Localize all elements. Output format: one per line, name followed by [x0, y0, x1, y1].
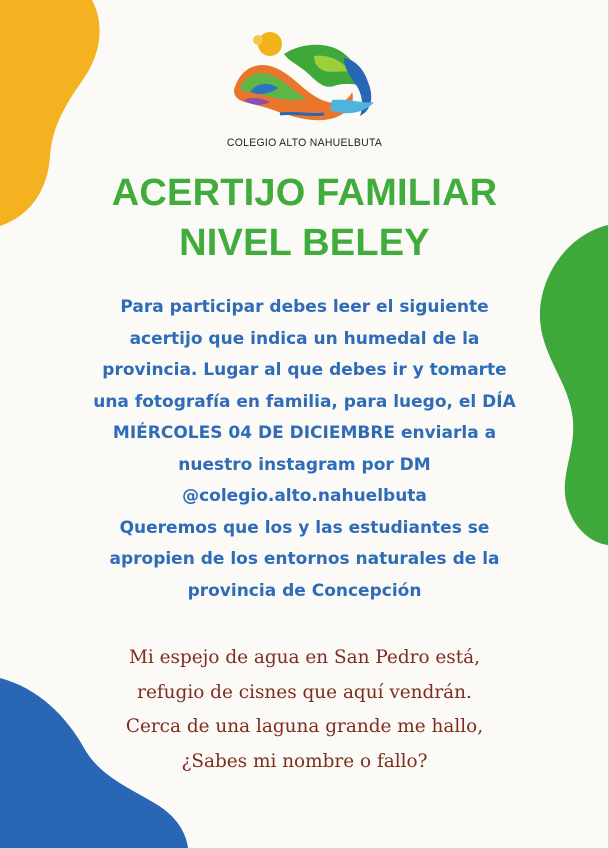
instructions-line: acertijo que indica un humedal de la — [129, 328, 480, 349]
title-line-2: NIVEL BELEY — [179, 222, 430, 264]
instagram-handle: @colegio.alto.nahuelbuta — [182, 486, 427, 506]
instructions-line: Para participar debes leer el siguiente — [120, 297, 489, 317]
school-name: COLEGIO ALTO NAHUELBUTA — [226, 137, 383, 149]
instructions-line: apropien de los entornos naturales de la — [109, 549, 500, 569]
riddle-line: Mi espejo de agua en San Pedro está, — [128, 646, 481, 668]
instructions-text — [28, 292, 581, 607]
riddle-line: ¿Sabes mi nombre o fallo? — [181, 749, 428, 772]
instructions-line: provincia de Concepción — [187, 580, 422, 601]
riddle-line: refugio de cisnes que aquí vendrán. — [137, 680, 472, 703]
title — [0, 168, 609, 268]
school-logo-icon — [224, 30, 388, 126]
riddle-text — [0, 640, 609, 778]
instructions-line: una fotografía en familia, para luego, el DÍA — [93, 391, 516, 412]
instructions-line: Queremos que los y las estudiantes se — [119, 517, 490, 538]
title-line-1: ACERTIJO FAMILIAR — [111, 172, 498, 214]
instructions-line: nuestro instagram por DM — [178, 454, 431, 475]
riddle-line: Cerca de una laguna grande me hallo, — [125, 715, 484, 737]
instructions-line: provincia. Lugar al que debes ir y tomarte — [102, 360, 507, 380]
instructions-line: MIÉRCOLES 04 DE DICIEMBRE enviarla a — [112, 423, 497, 443]
